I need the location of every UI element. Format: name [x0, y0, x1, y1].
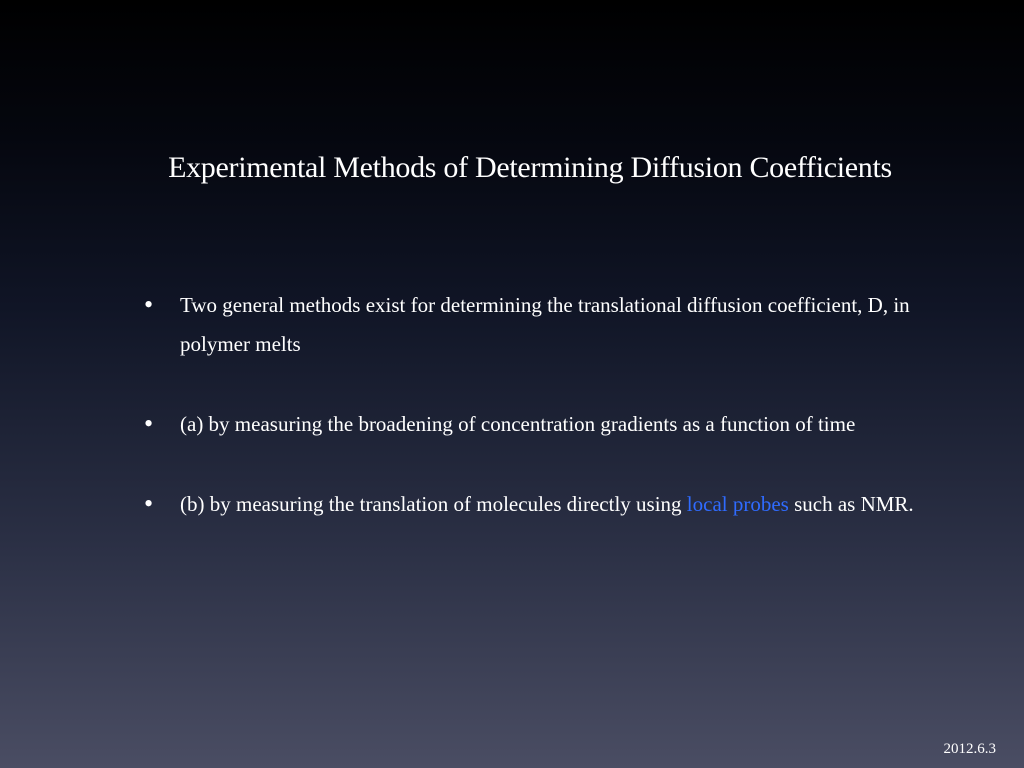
bullet-text-after-link: such as NMR. [788, 492, 914, 516]
bullet-item [142, 405, 942, 444]
bullet-list [142, 286, 942, 565]
footer-date: 2012.6.3 [943, 741, 996, 757]
slide-title: Experimental Methods of Determining Diffusion Coefficients [168, 151, 892, 184]
bullet-item [142, 286, 942, 364]
bullet-dot-icon: • [144, 489, 154, 518]
local-probes-link[interactable]: local probes [686, 492, 789, 516]
bullet-item [142, 485, 942, 524]
bullet-text-before-link: (b) by measuring the translation of molecules directly using [180, 492, 687, 516]
bullet-text: Two general methods exist for determining the translational diffusion coefficient, D, in polymer melts [180, 293, 910, 356]
bullet-text: (a) by measuring the broadening of concentration gradients as a function of time [180, 412, 856, 436]
bullet-dot-icon: • [144, 290, 154, 319]
bullet-dot-icon: • [144, 409, 154, 438]
